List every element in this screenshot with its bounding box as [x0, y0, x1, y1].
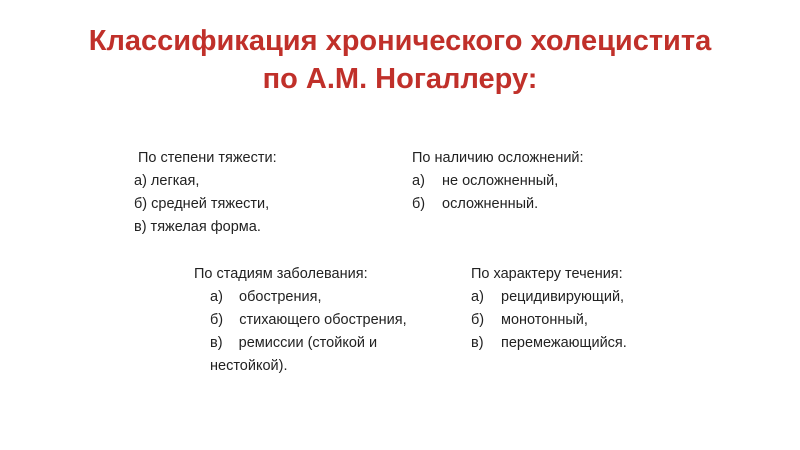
list-item-text: рецидивирующий,	[501, 289, 625, 305]
list-item: в) тяжелая форма.	[134, 219, 261, 235]
list-item	[194, 309, 414, 332]
list-marker: б)	[412, 196, 426, 212]
list-item	[412, 170, 584, 193]
course-block	[471, 263, 627, 355]
list-item	[194, 332, 414, 378]
list-marker: а)	[412, 173, 425, 189]
slide-title	[0, 22, 800, 98]
course-list	[471, 286, 627, 355]
complications-block	[412, 147, 584, 216]
list-item	[471, 286, 627, 309]
list-marker: а)	[471, 289, 484, 305]
list-item	[412, 193, 584, 216]
list-item-text: обострения,	[239, 289, 322, 305]
list-item	[471, 309, 627, 332]
list-marker: в)	[210, 335, 223, 351]
list-item-text: осложненный.	[442, 196, 539, 212]
complications-list	[412, 170, 584, 216]
list-item-text: ремиссии (стойкой и нестойкой).	[210, 335, 378, 374]
list-marker: а)	[210, 289, 223, 305]
complications-heading: По наличию осложнений:	[412, 150, 584, 166]
severity-list	[134, 170, 277, 239]
list-item	[471, 332, 627, 355]
slide-title-line-1: Классификация хронического холецистита	[88, 25, 712, 57]
stages-list	[194, 286, 414, 378]
list-marker: б)	[471, 312, 485, 328]
list-item-text: монотонный,	[501, 312, 588, 328]
list-item: а) легкая,	[134, 173, 200, 189]
severity-heading: По степени тяжести:	[138, 150, 277, 166]
severity-block	[134, 147, 277, 239]
stages-heading: По стадиям заболевания:	[194, 266, 368, 282]
stages-block	[194, 263, 414, 378]
slide-title-line-2: по А.М. Ногаллеру:	[262, 63, 538, 95]
list-item	[194, 286, 414, 309]
list-item-text: стихающего обострения,	[239, 312, 407, 328]
list-marker: в)	[471, 335, 484, 351]
list-item-text: не осложненный,	[442, 173, 559, 189]
list-item: б) средней тяжести,	[134, 196, 270, 212]
course-heading: По характеру течения:	[471, 266, 623, 282]
list-marker: б)	[210, 312, 224, 328]
list-item-text: перемежающийся.	[501, 335, 627, 351]
